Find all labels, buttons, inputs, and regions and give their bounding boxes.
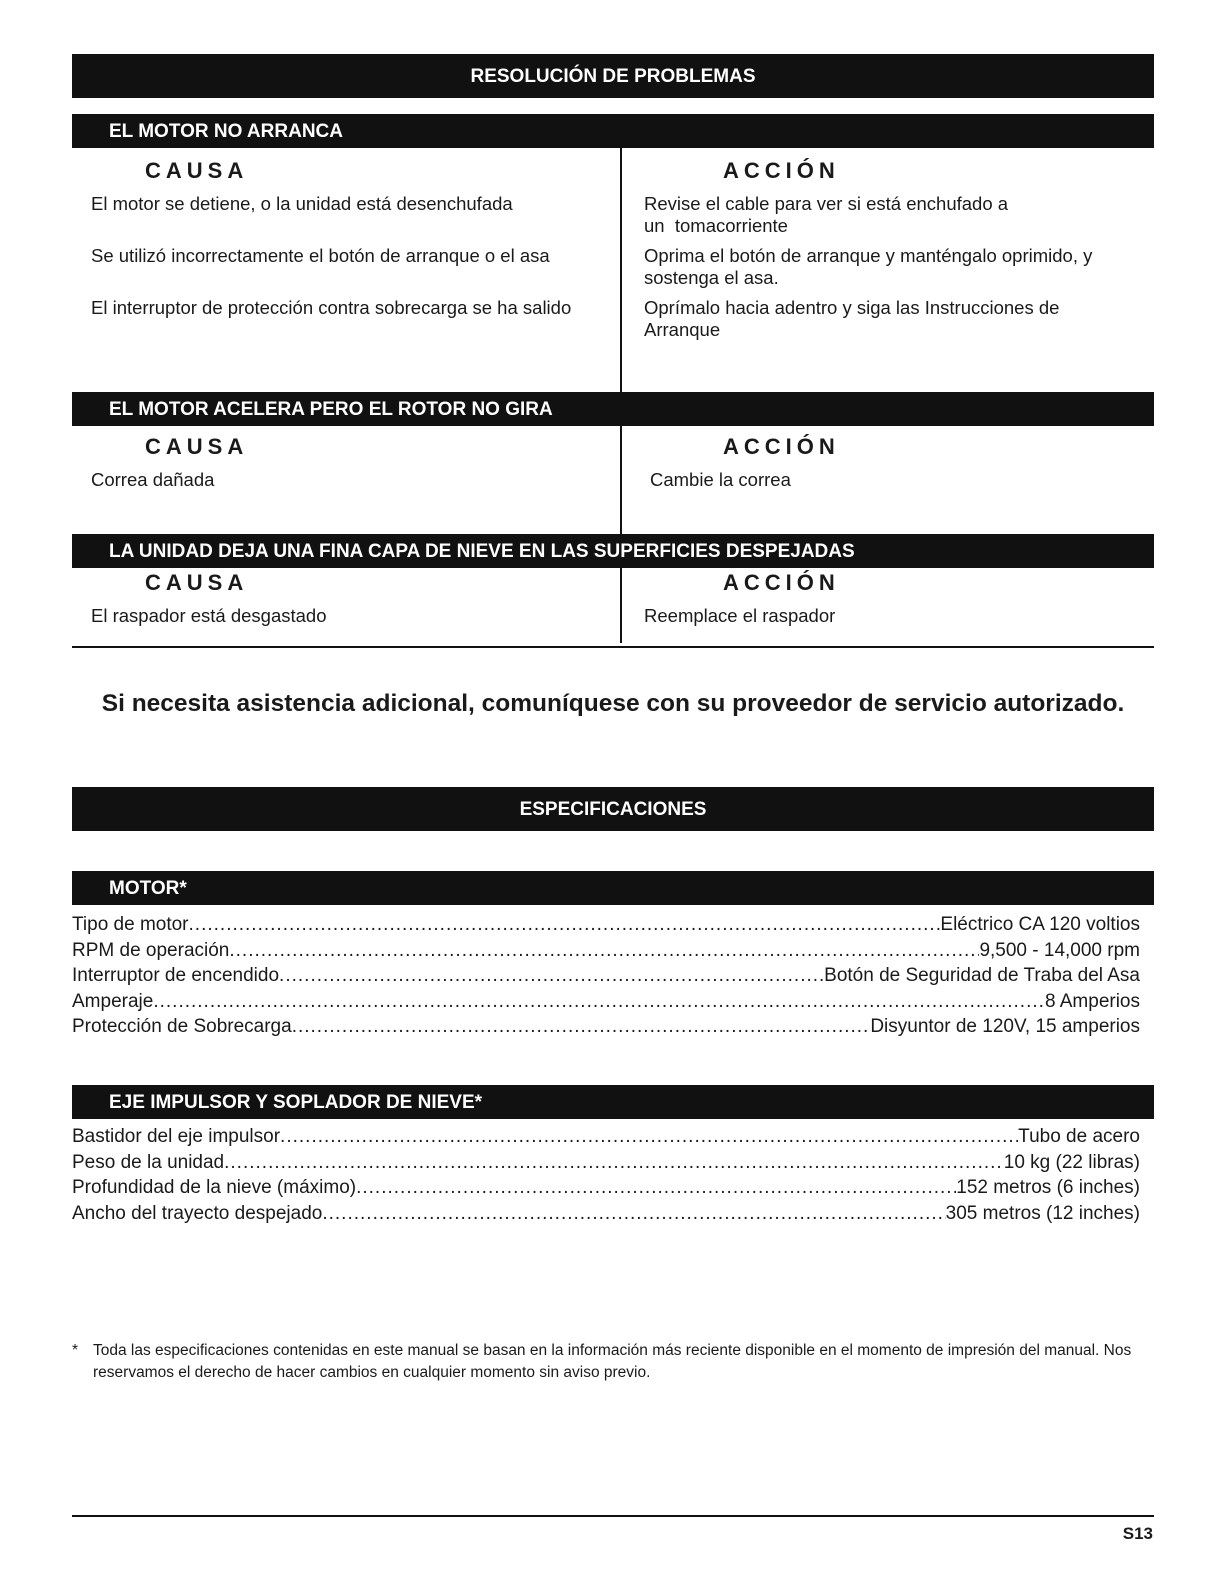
cause-heading: CAUSA	[145, 434, 249, 459]
spec-label: Interruptor de encendido	[72, 965, 280, 986]
spec-row	[72, 1177, 1140, 1203]
dot-leader	[322, 1203, 945, 1225]
specifications-title: ESPECIFICACIONES	[72, 787, 1154, 831]
dot-leader	[356, 1177, 956, 1199]
action-text: Cambie la correa	[650, 469, 791, 490]
spec-label: Profundidad de la nieve (máximo)	[72, 1177, 357, 1198]
action-text: Oprima el botón de arranque y manténgalo oprimido, y sostenga el asa.	[644, 245, 1093, 288]
spec-value: Disyuntor de 120V, 15 amperios	[870, 1016, 1140, 1037]
spec-label: Protección de Sobrecarga	[72, 1016, 292, 1037]
spec-label: Bastidor del eje impulsor	[72, 1126, 281, 1147]
spec-label: RPM de operación	[72, 939, 230, 961]
dot-leader	[280, 1126, 1018, 1148]
assistance-notice: Si necesita asistencia adicional, comuníquese con su proveedor de servicio autorizado.	[101, 690, 1125, 717]
drive-specs-list	[72, 1126, 1140, 1228]
spec-value: 10 kg (22 libras)	[1003, 1151, 1140, 1173]
cause-text: El raspador está desgastado	[91, 605, 327, 626]
cause-heading: CAUSA	[145, 158, 249, 183]
dot-leader	[292, 1016, 871, 1038]
footnote	[72, 1340, 1162, 1384]
page-number: S13	[1122, 1524, 1153, 1543]
spec-row	[72, 914, 1140, 940]
spec-row	[72, 1126, 1140, 1152]
cause-text: Se utilizó incorrectamente el botón de arranque o el asa	[91, 245, 550, 266]
column-divider	[620, 426, 622, 534]
dot-leader	[224, 1152, 1004, 1174]
spec-value: Eléctrico CA 120 voltios	[940, 914, 1140, 935]
action-text: Oprímalo hacia adentro y siga las Instrucciones de Arranque	[644, 297, 1060, 340]
spec-value: 305 metros (12 inches)	[945, 1202, 1140, 1224]
cause-text: Correa dañada	[91, 469, 215, 490]
spec-value: Botón de Seguridad de Traba del Asa	[824, 965, 1140, 986]
dot-leader	[279, 965, 824, 987]
dot-leader	[189, 914, 941, 936]
column-divider	[620, 568, 622, 643]
spec-row	[72, 991, 1140, 1017]
action-heading: ACCIÓN	[723, 434, 840, 459]
spec-row	[72, 940, 1140, 966]
action-heading: ACCIÓN	[723, 158, 840, 183]
dot-leader	[229, 940, 979, 962]
spec-value: 8 Amperios	[1044, 990, 1140, 1012]
spec-row	[72, 1152, 1140, 1178]
spec-row	[72, 1016, 1140, 1042]
spec-value: Tubo de acero	[1018, 1126, 1140, 1147]
drive-specs-header: EJE IMPULSOR Y SOPLADOR DE NIEVE*	[72, 1085, 1154, 1119]
spec-value: 9,500 - 14,000 rpm	[979, 939, 1140, 961]
spec-label: Amperaje	[72, 990, 154, 1012]
section-engine-wont-start-header: EL MOTOR NO ARRANCA	[72, 114, 1154, 148]
dot-leader	[153, 991, 1045, 1013]
spec-label: Peso de la unidad	[72, 1151, 225, 1173]
motor-specs-header: MOTOR*	[72, 871, 1154, 905]
spec-row	[72, 965, 1140, 991]
action-heading: ACCIÓN	[723, 570, 840, 595]
spec-value: 152 metros (6 inches)	[956, 1177, 1140, 1198]
motor-specs-list	[72, 914, 1140, 1042]
spec-label: Tipo de motor	[72, 914, 189, 935]
cause-heading: CAUSA	[145, 570, 249, 595]
cause-text: El interruptor de protección contra sobrecarga se ha salido	[91, 297, 572, 318]
spec-label: Ancho del trayecto despejado	[72, 1202, 323, 1224]
action-text: Reemplace el raspador	[644, 605, 836, 626]
troubleshooting-title: RESOLUCIÓN DE PROBLEMAS	[72, 54, 1154, 98]
column-divider	[620, 148, 622, 392]
section-rotor-not-turning-header: EL MOTOR ACELERA PERO EL ROTOR NO GIRA	[72, 392, 1154, 426]
footnote-text: Toda las especificaciones contenidas en este manual se basan en la información más reciente disponible en el momento de impresión del manual. Nos reservamos el derecho de hacer cambios en cualquier momento sin aviso previo.	[93, 1342, 1132, 1381]
spec-row	[72, 1203, 1140, 1229]
footnote-marker: *	[72, 1342, 79, 1359]
action-text: Revise el cable para ver si está enchufado a un tomacorriente	[644, 193, 1009, 236]
section-thin-snow-layer-header: LA UNIDAD DEJA UNA FINA CAPA DE NIEVE EN LAS SUPERFICIES DESPEJADAS	[72, 534, 1154, 568]
cause-text: El motor se detiene, o la unidad está desenchufada	[91, 193, 513, 214]
footer-rule	[72, 1515, 1154, 1517]
section-bottom-rule	[72, 646, 1154, 648]
